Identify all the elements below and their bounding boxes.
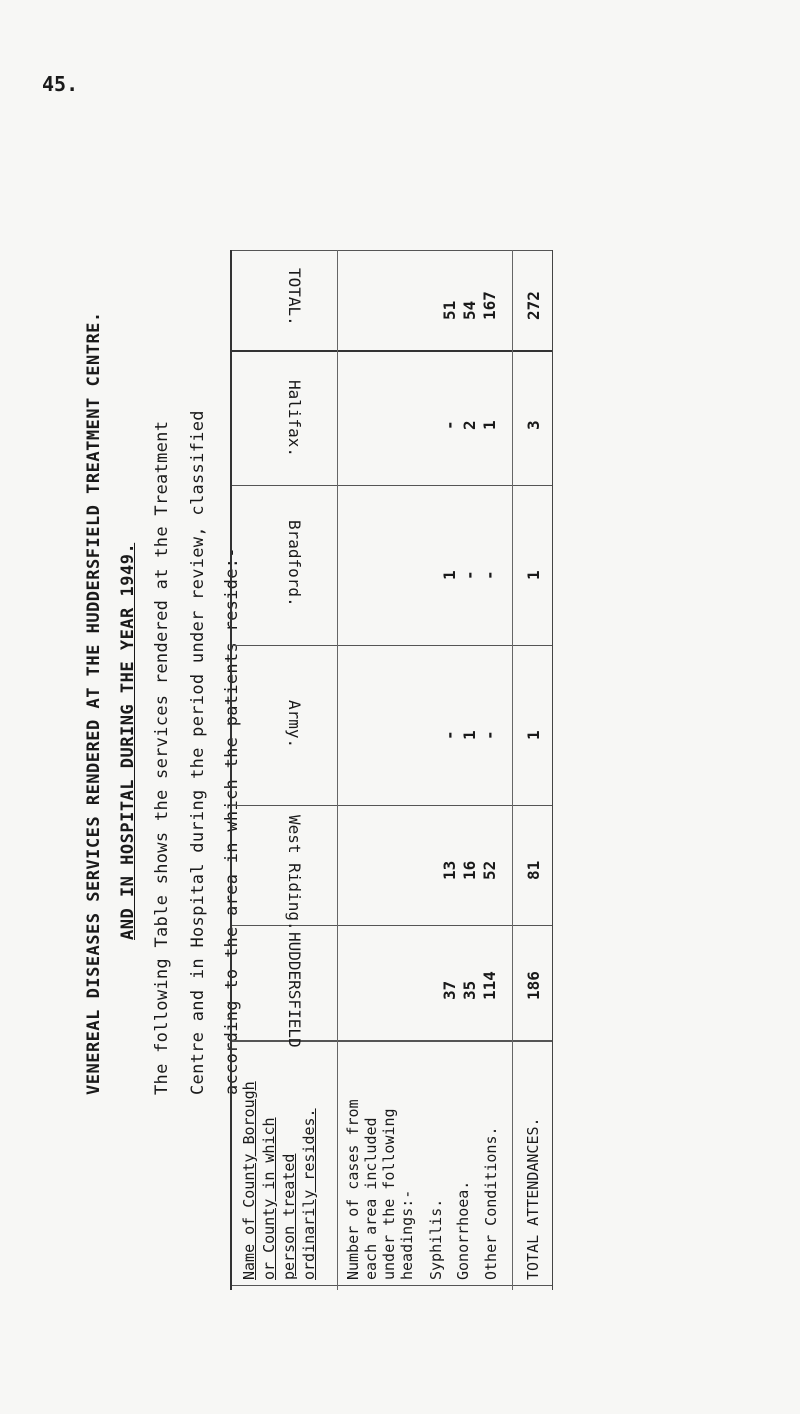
intro-line-1: The following Table shows the services rendered at the Treatment [152,420,172,1095]
value-total: 186 [524,971,543,1000]
row-header-line-1: Name of County Borough [240,1081,258,1280]
services-table [230,250,553,1290]
intro-line-3: according to the area in which the patients reside:- [222,547,242,1095]
section-line-1: Number of cases from [344,1099,362,1280]
value-other: - [480,730,499,740]
page-number: 45. [42,72,79,96]
column-name: West Riding. [285,815,304,931]
value-total: 1 [524,570,543,580]
condition-other-label: Other Conditions. [482,1126,500,1280]
value-gonorrhoea: - [460,570,479,580]
value-total: 1 [524,730,543,740]
value-gonorrhoea: 16 [460,860,479,880]
value-syphilis: - [440,730,459,740]
column-name: Army. [285,700,304,749]
value-gonorrhoea: 54 [460,300,479,320]
value-syphilis: - [440,420,459,430]
value-syphilis: 13 [440,860,459,880]
column-name: TOTAL. [285,268,304,326]
section-line-2: each area included [362,1117,380,1280]
condition-syphilis-label: Syphilis. [427,1198,445,1280]
section-line-4: headings:- [398,1189,416,1280]
value-other: 52 [480,860,499,880]
page-subtitle: AND IN HOSPITAL DURING THE YEAR 1949. [118,542,138,940]
value-gonorrhoea: 1 [460,730,479,740]
value-total: 3 [524,420,543,430]
intro-line-2: Centre and in Hospital during the period under review, classified [188,410,208,1095]
value-other: 114 [480,971,499,1000]
page-title: VENEREAL DISEASES SERVICES RENDERED AT THE HUDDERSFIELD TREATMENT CENTRE. [84,311,104,1095]
column-name: Bradford. [285,520,304,607]
value-total: 272 [524,291,543,320]
value-syphilis: 37 [440,980,459,1000]
row-header-line-2: or County in which [260,1117,278,1280]
value-gonorrhoea: 35 [460,980,479,1000]
section-line-3: under the following [380,1108,398,1280]
condition-gonorrhoea-label: Gonorrhoea. [454,1180,472,1280]
value-syphilis: 51 [440,300,459,320]
total-attendances-label: TOTAL ATTENDANCES. [524,1117,542,1280]
column-name: HUDDERSFIELD [285,932,304,1048]
row-header-line-4: ordinarily resides. [300,1108,318,1280]
value-syphilis: 1 [440,570,459,580]
value-total: 81 [524,860,543,880]
row-header-line-3: person treated [280,1153,298,1280]
column-name: Halifax. [285,380,304,458]
value-other: - [480,570,499,580]
value-gonorrhoea: 2 [460,420,479,430]
value-other: 167 [480,291,499,320]
value-other: 1 [480,420,499,430]
